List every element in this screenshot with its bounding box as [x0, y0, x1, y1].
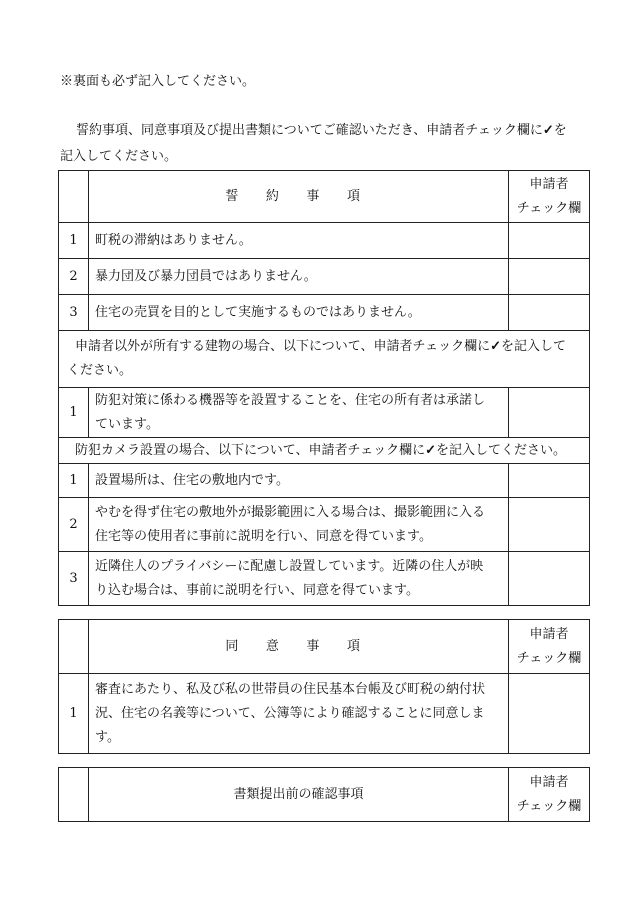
pre-submission-table: [58, 767, 590, 822]
pledge-header-row: [59, 171, 590, 223]
num-header-cell: [59, 768, 89, 822]
check-mark-icon: ✓: [425, 442, 436, 458]
check-mark-icon: ✓: [542, 123, 554, 138]
pledge-item-text: 住宅の売買を目的として実施するものではありません。: [89, 295, 509, 331]
pledge-item-text: 町税の滞納はありません。: [89, 223, 509, 259]
table-row: 2 暴力団及び暴力団員ではありません。: [59, 259, 590, 295]
pledge-table: [58, 170, 590, 606]
consent-table: [58, 619, 590, 754]
camera-section-text: 防犯カメラ設置の場合、以下について、申請者チェック欄に✓を記入してください。: [59, 438, 590, 464]
table-row: 1 設置場所は、住宅の敷地内です。: [59, 464, 590, 498]
owner-item-text: 防犯対策に係わる機器等を設置することを、住宅の所有者は承諾し ています。: [89, 388, 509, 438]
owner-section-text: 申請者以外が所有する建物の場合、以下について、申請者チェック欄に✓を記入して ください。: [59, 331, 590, 388]
check-cell[interactable]: [509, 552, 590, 606]
check-col-header: 申請者 チェック欄: [509, 171, 590, 223]
consent-header-row: [59, 620, 590, 674]
table-row: 3 住宅の売買を目的として実施するものではありません。: [59, 295, 590, 331]
camera-item-text: 設置場所は、住宅の敷地内です。: [89, 464, 509, 498]
num-header-cell: [59, 620, 89, 674]
check-cell[interactable]: [509, 464, 590, 498]
pre-submission-header-row: [59, 768, 590, 822]
check-cell[interactable]: [509, 259, 590, 295]
table-row: 1 審査にあたり、私及び私の世帯員の住民基本台帳及び町税の納付状 況、住宅の名義等について、公簿等により確認することに同意しま す。: [59, 674, 590, 754]
consent-item-text: 審査にあたり、私及び私の世帯員の住民基本台帳及び町税の納付状 況、住宅の名義等について、公簿等により確認することに同意しま す。: [89, 674, 509, 754]
pledge-header: 誓 約 事 項: [89, 171, 509, 223]
intro-text: 誓約事項、同意事項及び提出書類についてご確認いただき、申請者チェック欄に✓を 記入してください。: [60, 123, 567, 164]
consent-header: 同 意 事 項: [89, 620, 509, 674]
check-cell[interactable]: [509, 674, 590, 754]
check-cell[interactable]: [509, 223, 590, 259]
pledge-item-text: 暴力団及び暴力団員ではありません。: [89, 259, 509, 295]
owner-section-row: [59, 331, 590, 388]
check-cell[interactable]: [509, 498, 590, 552]
check-col-header: 申請者 チェック欄: [509, 620, 590, 674]
pre-submission-header: 書類提出前の確認事項: [89, 768, 509, 822]
table-row: 2 やむを得ず住宅の敷地外が撮影範囲に入る場合は、撮影範囲に入る 住宅等の使用者に事前に説明を行い、同意を得ています。: [59, 498, 590, 552]
table-row: 1 町税の滞納はありません。: [59, 223, 590, 259]
camera-item-text: 近隣住人のプライバシーに配慮し設置しています。近隣の住人が映 り込む場合は、事前に説明を行い、同意を得ています。: [89, 552, 509, 606]
num-header-cell: [59, 171, 89, 223]
notice-text: ※裏面も必ず記入してください。: [60, 74, 256, 89]
table-row: 1 防犯対策に係わる機器等を設置することを、住宅の所有者は承諾し ています。: [59, 388, 590, 438]
camera-item-text: やむを得ず住宅の敷地外が撮影範囲に入る場合は、撮影範囲に入る 住宅等の使用者に事前に説明を行い、同意を得ています。: [89, 498, 509, 552]
camera-section-row: [59, 438, 590, 464]
check-mark-icon: ✓: [490, 339, 501, 354]
check-col-header: 申請者 チェック欄: [509, 768, 590, 822]
table-row: 3 近隣住人のプライバシーに配慮し設置しています。近隣の住人が映 り込む場合は、事前に説明を行い、同意を得ています。: [59, 552, 590, 606]
check-cell[interactable]: [509, 388, 590, 438]
check-cell[interactable]: [509, 295, 590, 331]
